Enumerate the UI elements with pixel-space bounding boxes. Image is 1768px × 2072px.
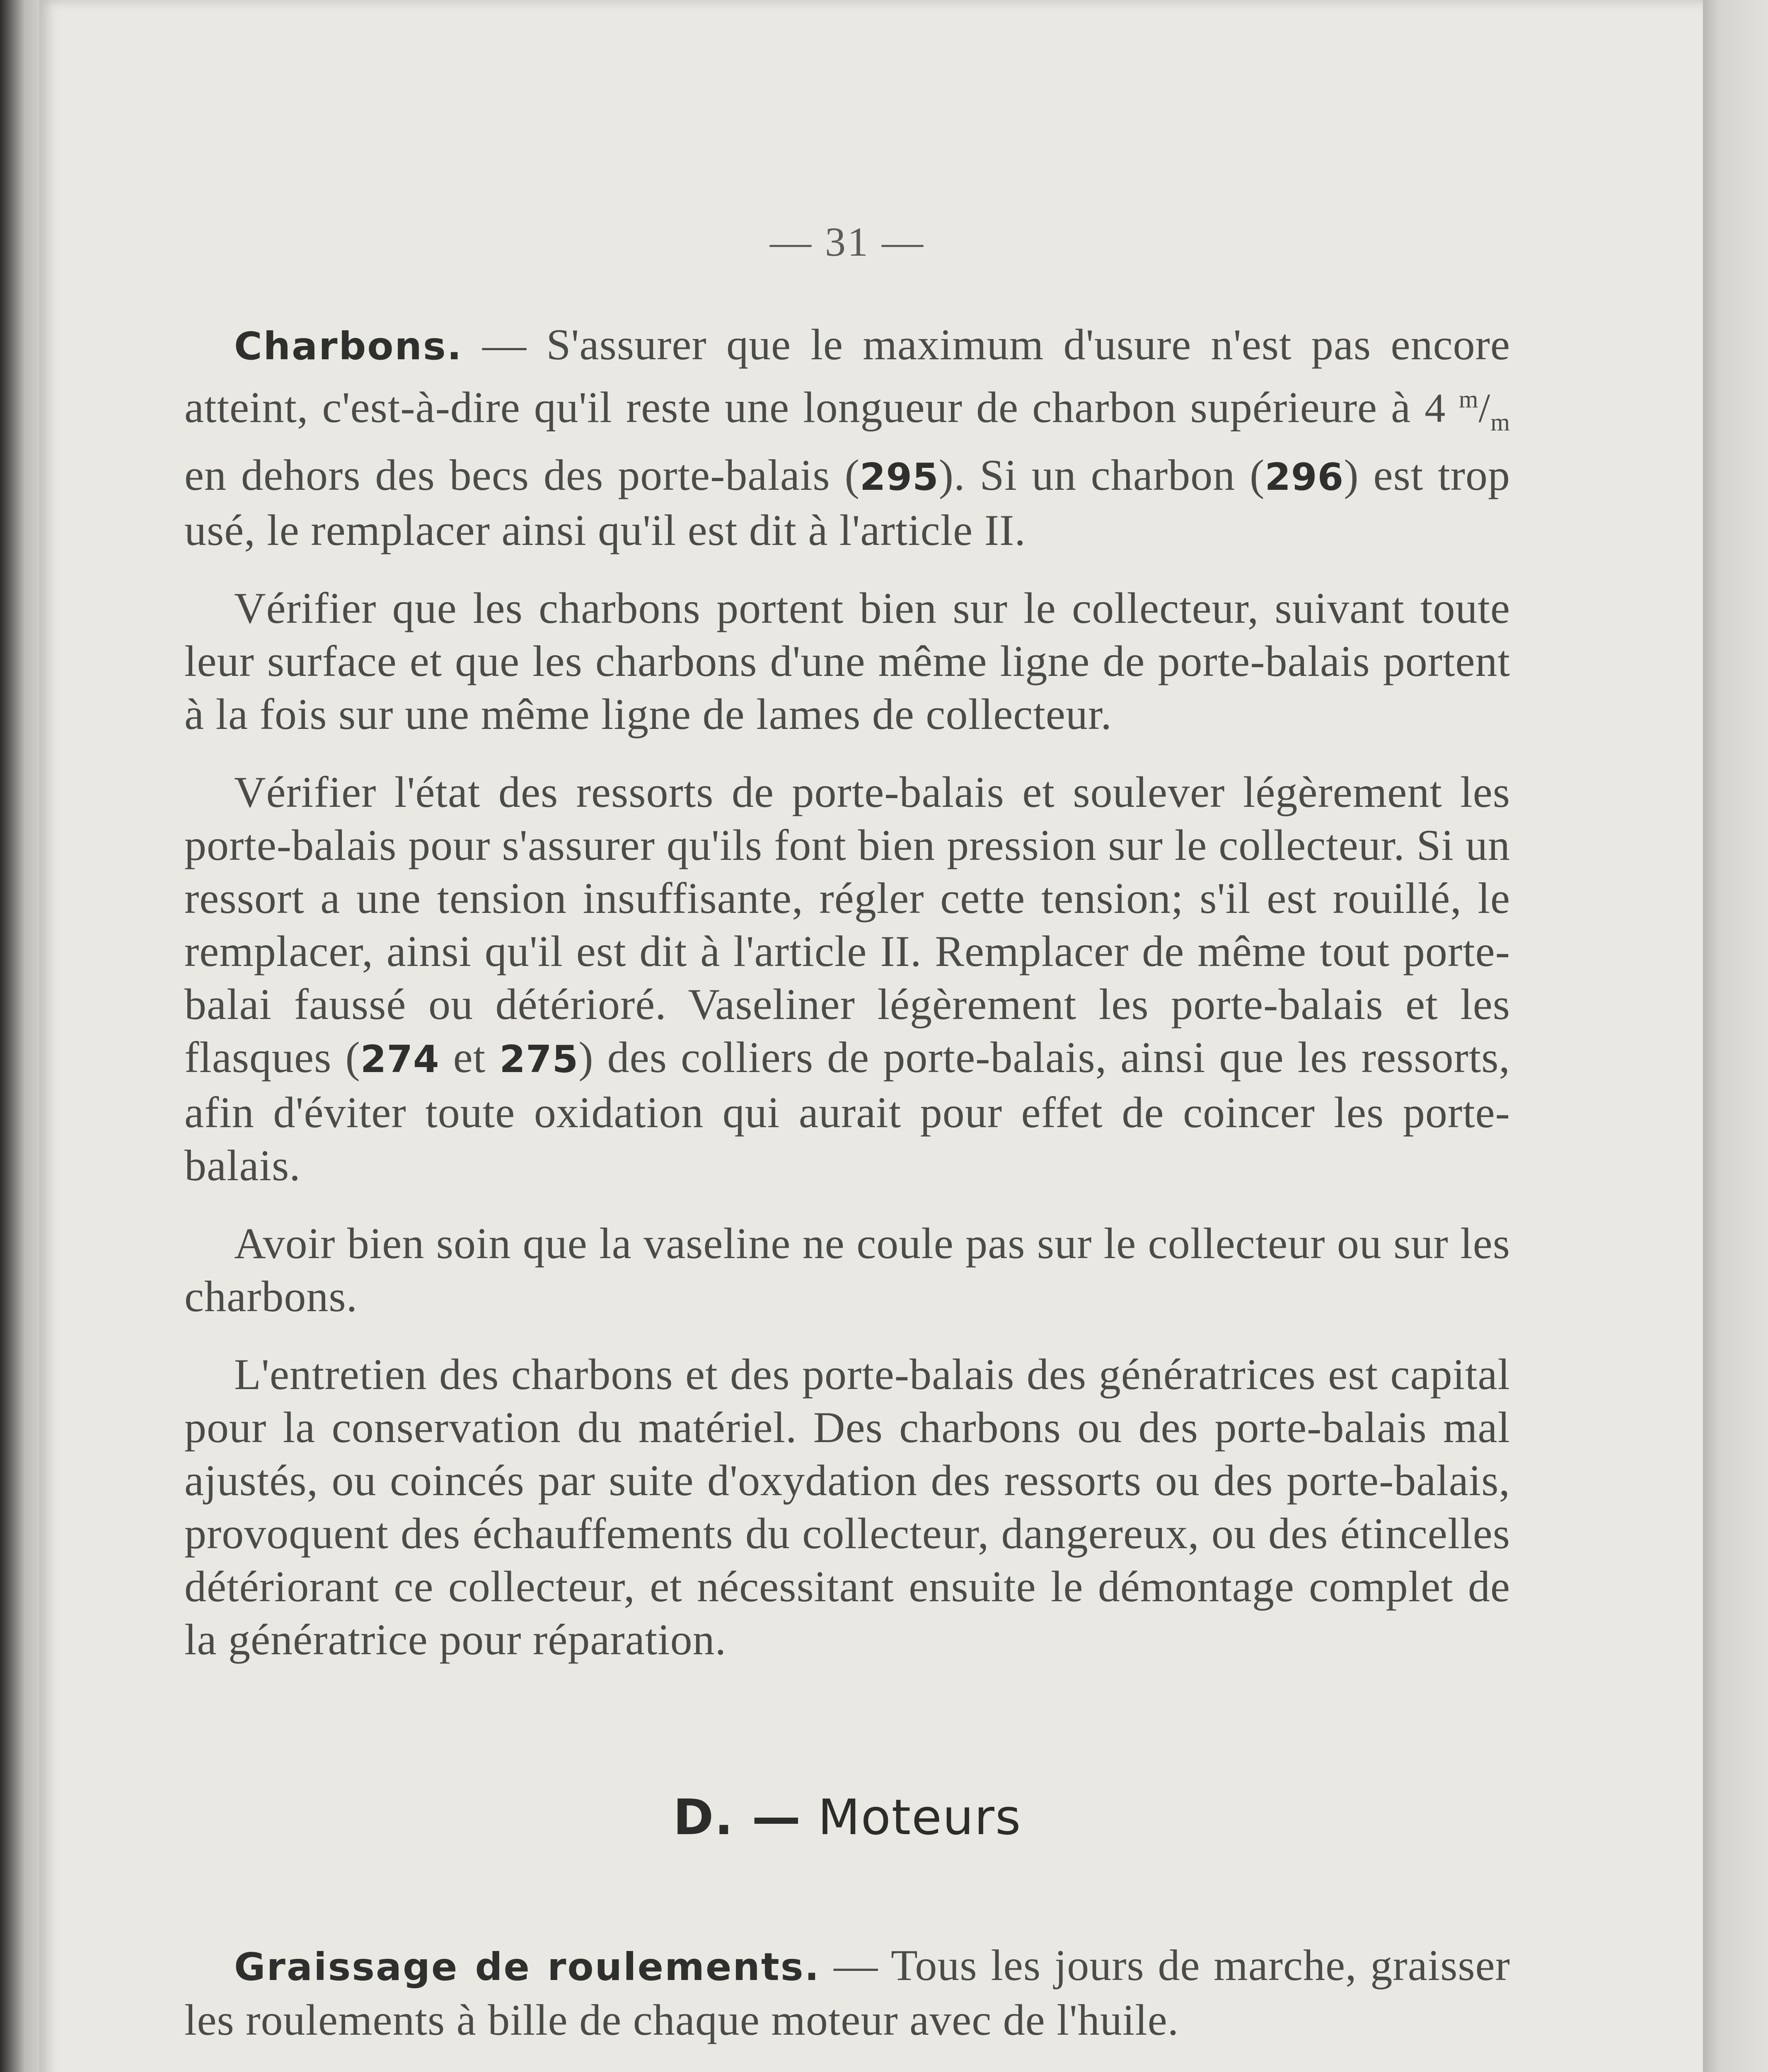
reference-number: 295: [859, 455, 939, 499]
reference-number: 296: [1265, 455, 1344, 499]
page-number: — 31 —: [770, 219, 925, 265]
paragraph-text: ). Si un charbon (: [938, 451, 1265, 500]
page-content: [184, 215, 1510, 2072]
paragraph-verifier-charbons: Vérifier que les charbons portent bien sur le collecteur, suivant toute leur surface et que les charbons d'une même ligne de porte-balais portent à la fois sur une même ligne de lames de collecteur.: [184, 584, 1510, 739]
paragraph-text: ) est trop usé, le remplacer ainsi qu'il est dit à l'article II.: [184, 451, 1510, 555]
reference-number: 274: [360, 1038, 440, 1082]
section-letter: D. —: [673, 1789, 802, 1846]
paragraph-text: en dehors des becs des porte-balais (: [184, 451, 860, 500]
unit-subscript: m: [1490, 409, 1511, 436]
unit-number: 4: [1425, 385, 1446, 431]
paragraph-entretien: L'entretien des charbons et des porte-balais des génératrices est capital pour la conservation du matériel. Des charbons ou des porte-balais mal ajustés, ou coincés par suite d'oxydation des ressorts ou des porte-balais, provoquent des échauffements du collecteur, dangereux, ou des étincelles détériorant ce collecteur, et nécessitant ensuite le démontage complet de la génératrice pour réparation.: [184, 1350, 1510, 1664]
paragraph-graissage: [184, 1939, 1510, 2047]
page-shadow: [1703, 0, 1768, 2072]
paragraph-verifier-ressorts: [184, 766, 1510, 1192]
paragraph-text: Vérifier l'état des ressorts de porte-balais et soulever légèrement les porte-balais pour s'assurer qu'ils font bien pression sur le collecteur. Si un ressort a une tension insuffisante, régler cette tension; s'il est rouillé, le remplacer, ainsi qu'il est dit à l'article II. Remplacer de même tout porte-balai faussé ou détérioré. Vaseliner légèrement les porte-balais et les flasques (: [184, 768, 1510, 1082]
paragraph-text: ) des colliers de porte-balais, ainsi que les ressorts, afin d'éviter toute oxidation qui aurait pour effet de coincer les porte-balais.: [184, 1033, 1510, 1190]
paragraph-vaseline: Avoir bien soin que la vaseline ne coule pas sur le collecteur ou sur les charbons.: [184, 1219, 1510, 1321]
paragraph-lead: Charbons.: [234, 324, 463, 368]
paragraph-charbons: [184, 318, 1510, 557]
paragraph-text: — S'assurer que le maximum d'usure n'est pas encore atteint, c'est-à-dire qu'il reste une longueur de charbon supérieure à: [184, 320, 1510, 432]
paragraph-text: — Tous les jours de marche, graisser les roulements à bille de chaque moteur avec de l'huile.: [184, 1941, 1510, 2045]
unit-superscript: m: [1458, 386, 1479, 413]
paragraph-lead: Graissage de roulements.: [234, 1945, 820, 1990]
unit-mm: 4 $^m/_m$: [1425, 385, 1511, 436]
reference-number: 275: [499, 1038, 579, 1082]
section-heading: [184, 1791, 1510, 1844]
section-title: Moteurs: [817, 1789, 1022, 1846]
paragraph-text: et: [439, 1033, 500, 1082]
